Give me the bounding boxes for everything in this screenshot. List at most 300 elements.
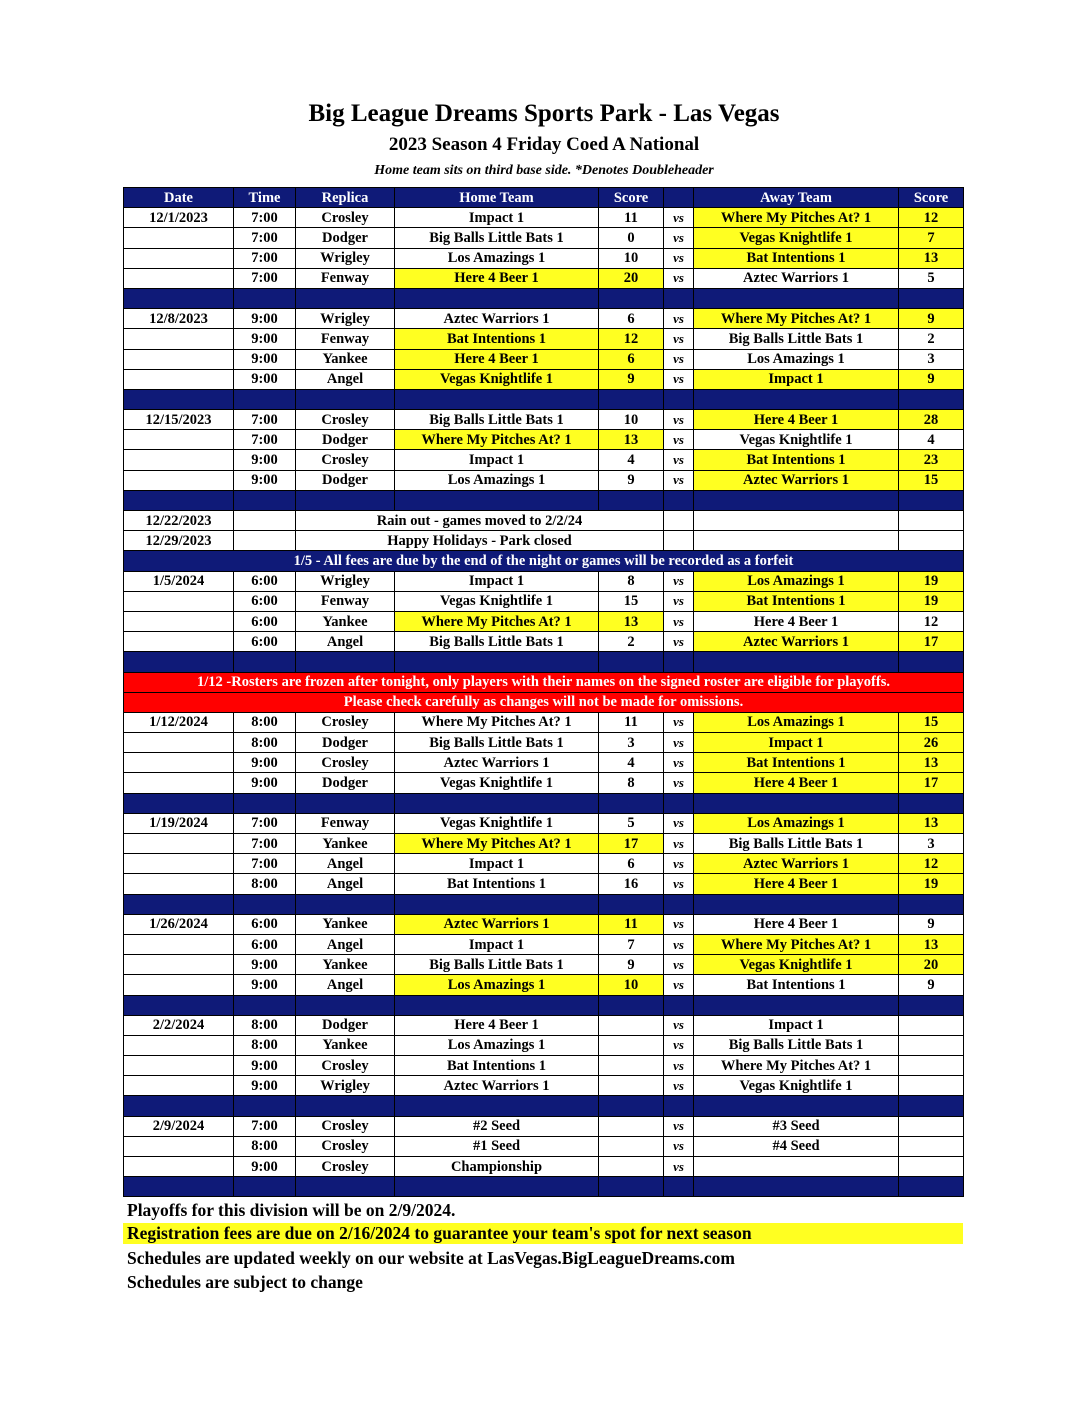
home-score: 9	[599, 955, 664, 975]
separator-cell	[899, 389, 964, 409]
website-note: Schedules are updated weekly on our website at LasVegas.BigLeagueDreams.com	[127, 1248, 735, 1268]
separator-cell	[395, 652, 599, 672]
game-time: 9:00	[234, 329, 296, 349]
home-score	[599, 1116, 664, 1136]
game-time: 7:00	[234, 208, 296, 228]
vs-label: vs	[664, 955, 694, 975]
away-team: Bat Intentions 1	[694, 450, 899, 470]
vs-label: vs	[664, 1056, 694, 1076]
game-replica: Dodger	[296, 470, 395, 490]
separator-cell	[694, 1177, 899, 1197]
game-time: 9:00	[234, 470, 296, 490]
vs-label: vs	[664, 773, 694, 793]
separator-cell	[296, 894, 395, 914]
separator-cell	[694, 490, 899, 510]
game-date	[124, 1035, 234, 1055]
game-replica: Crosley	[296, 1116, 395, 1136]
home-team: Impact 1	[395, 450, 599, 470]
separator-cell	[694, 652, 899, 672]
home-team: Aztec Warriors 1	[395, 1076, 599, 1096]
game-date: 2/2/2024	[124, 1015, 234, 1035]
away-score	[899, 1157, 964, 1177]
game-row	[124, 470, 964, 490]
game-row	[124, 1136, 964, 1156]
schedule-table	[123, 187, 964, 1197]
away-team: Bat Intentions 1	[694, 591, 899, 611]
away-team: Where My Pitches At? 1	[694, 934, 899, 954]
game-replica: Wrigley	[296, 1076, 395, 1096]
game-date	[124, 874, 234, 894]
game-row	[124, 934, 964, 954]
game-row	[124, 1056, 964, 1076]
game-row	[124, 712, 964, 732]
away-score: 17	[899, 632, 964, 652]
game-date: 12/8/2023	[124, 309, 234, 329]
game-row	[124, 914, 964, 934]
away-score: 19	[899, 874, 964, 894]
separator-cell	[664, 1177, 694, 1197]
game-date	[124, 611, 234, 631]
home-team: Impact 1	[395, 934, 599, 954]
game-time: 9:00	[234, 1076, 296, 1096]
header-home-team: Home Team	[395, 188, 599, 208]
home-score: 20	[599, 268, 664, 288]
separator-cell	[599, 793, 664, 813]
home-team: Vegas Knightlife 1	[395, 591, 599, 611]
separator-cell	[664, 288, 694, 308]
game-row	[124, 611, 964, 631]
vs-label: vs	[664, 1076, 694, 1096]
separator-cell	[664, 490, 694, 510]
home-team: Vegas Knightlife 1	[395, 773, 599, 793]
home-score: 6	[599, 349, 664, 369]
separator-cell	[124, 793, 234, 813]
game-replica: Yankee	[296, 349, 395, 369]
home-score: 16	[599, 874, 664, 894]
home-team: Aztec Warriors 1	[395, 753, 599, 773]
game-date: 1/19/2024	[124, 813, 234, 833]
game-time: 6:00	[234, 571, 296, 591]
game-replica: Crosley	[296, 208, 395, 228]
home-team: Impact 1	[395, 208, 599, 228]
away-score: 9	[899, 975, 964, 995]
game-time: 7:00	[234, 410, 296, 430]
game-time: 6:00	[234, 611, 296, 631]
game-row	[124, 834, 964, 854]
separator-cell	[296, 652, 395, 672]
game-replica: Wrigley	[296, 309, 395, 329]
separator-cell	[395, 995, 599, 1015]
separator-cell	[234, 490, 296, 510]
home-team: Big Balls Little Bats 1	[395, 632, 599, 652]
game-date	[124, 753, 234, 773]
home-score: 11	[599, 712, 664, 732]
game-time: 7:00	[234, 228, 296, 248]
vs-label: vs	[664, 1116, 694, 1136]
game-time: 9:00	[234, 975, 296, 995]
away-team: Here 4 Beer 1	[694, 410, 899, 430]
separator-cell	[395, 1096, 599, 1116]
vs-label: vs	[664, 208, 694, 228]
info-blank	[899, 531, 964, 551]
game-replica: Wrigley	[296, 571, 395, 591]
roster-warning-row	[124, 692, 964, 712]
home-team: Los Amazings 1	[395, 248, 599, 268]
game-date	[124, 470, 234, 490]
header-row	[124, 188, 964, 208]
home-team: Where My Pitches At? 1	[395, 430, 599, 450]
separator-cell	[694, 288, 899, 308]
away-score	[899, 1136, 964, 1156]
game-replica: Dodger	[296, 1015, 395, 1035]
away-score	[899, 1056, 964, 1076]
vs-label: vs	[664, 228, 694, 248]
game-date	[124, 773, 234, 793]
game-date	[124, 329, 234, 349]
header-away-score: Score	[899, 188, 964, 208]
away-team: Aztec Warriors 1	[694, 632, 899, 652]
home-score: 6	[599, 309, 664, 329]
separator-cell	[899, 793, 964, 813]
game-row	[124, 228, 964, 248]
home-score: 9	[599, 369, 664, 389]
game-time: 8:00	[234, 874, 296, 894]
game-date	[124, 591, 234, 611]
game-replica: Crosley	[296, 1056, 395, 1076]
separator-cell	[694, 1096, 899, 1116]
separator-cell	[694, 995, 899, 1015]
away-score: 12	[899, 208, 964, 228]
game-row	[124, 349, 964, 369]
separator-cell	[599, 490, 664, 510]
away-team: Aztec Warriors 1	[694, 268, 899, 288]
away-team: Here 4 Beer 1	[694, 914, 899, 934]
info-row	[124, 511, 964, 531]
away-team: Big Balls Little Bats 1	[694, 329, 899, 349]
separator-row	[124, 1096, 964, 1116]
game-date	[124, 1136, 234, 1156]
game-date	[124, 369, 234, 389]
separator-cell	[124, 995, 234, 1015]
game-date: 12/1/2023	[124, 208, 234, 228]
game-replica: Dodger	[296, 430, 395, 450]
game-row	[124, 874, 964, 894]
away-team: #3 Seed	[694, 1116, 899, 1136]
home-team: Where My Pitches At? 1	[395, 611, 599, 631]
home-score	[599, 1076, 664, 1096]
away-score: 13	[899, 753, 964, 773]
game-time: 7:00	[234, 248, 296, 268]
vs-label: vs	[664, 712, 694, 732]
separator-cell	[694, 894, 899, 914]
away-score: 13	[899, 813, 964, 833]
separator-cell	[395, 894, 599, 914]
info-blank	[234, 511, 296, 531]
game-row	[124, 955, 964, 975]
home-team: Big Balls Little Bats 1	[395, 955, 599, 975]
away-score: 23	[899, 450, 964, 470]
header-away-team: Away Team	[694, 188, 899, 208]
game-row	[124, 329, 964, 349]
info-text: Rain out - games moved to 2/2/24	[296, 511, 664, 531]
away-team: Impact 1	[694, 1015, 899, 1035]
game-row	[124, 632, 964, 652]
away-team: Los Amazings 1	[694, 712, 899, 732]
vs-label: vs	[664, 329, 694, 349]
game-time: 9:00	[234, 753, 296, 773]
info-blank	[664, 511, 694, 531]
game-date	[124, 450, 234, 470]
away-team: Aztec Warriors 1	[694, 470, 899, 490]
home-score: 4	[599, 753, 664, 773]
away-team: Vegas Knightlife 1	[694, 228, 899, 248]
game-date: 1/12/2024	[124, 712, 234, 732]
separator-cell	[234, 995, 296, 1015]
notice-text: 1/5 - All fees are due by the end of the night or games will be recorded as a forfeit	[124, 551, 964, 571]
vs-label: vs	[664, 349, 694, 369]
away-team: Here 4 Beer 1	[694, 874, 899, 894]
game-time: 7:00	[234, 1116, 296, 1136]
game-replica: Yankee	[296, 1035, 395, 1055]
home-score: 6	[599, 854, 664, 874]
separator-cell	[234, 1177, 296, 1197]
separator-cell	[664, 1096, 694, 1116]
away-team: Where My Pitches At? 1	[694, 208, 899, 228]
game-time: 8:00	[234, 712, 296, 732]
game-replica: Crosley	[296, 1157, 395, 1177]
playoffs-note: Playoffs for this division will be on 2/9/2024.	[127, 1200, 456, 1220]
game-date	[124, 1056, 234, 1076]
vs-label: vs	[664, 1157, 694, 1177]
away-team: Aztec Warriors 1	[694, 854, 899, 874]
game-date	[124, 248, 234, 268]
info-blank	[694, 531, 899, 551]
home-team: Vegas Knightlife 1	[395, 813, 599, 833]
game-replica: Yankee	[296, 955, 395, 975]
away-score: 13	[899, 934, 964, 954]
game-row	[124, 430, 964, 450]
game-row	[124, 1076, 964, 1096]
game-time: 7:00	[234, 834, 296, 854]
home-team: Los Amazings 1	[395, 470, 599, 490]
game-time: 9:00	[234, 955, 296, 975]
away-team: Bat Intentions 1	[694, 753, 899, 773]
away-score: 26	[899, 733, 964, 753]
away-team: Los Amazings 1	[694, 813, 899, 833]
game-time: 8:00	[234, 1015, 296, 1035]
roster-warning-row	[124, 672, 964, 692]
away-score: 15	[899, 470, 964, 490]
separator-cell	[395, 389, 599, 409]
home-score: 17	[599, 834, 664, 854]
info-blank	[664, 531, 694, 551]
separator-cell	[395, 1177, 599, 1197]
away-score: 17	[899, 773, 964, 793]
page-title: Big League Dreams Sports Park - Las Vegas	[308, 100, 780, 127]
game-replica: Wrigley	[296, 248, 395, 268]
away-score: 4	[899, 430, 964, 450]
game-row	[124, 1035, 964, 1055]
separator-cell	[899, 894, 964, 914]
game-time: 6:00	[234, 591, 296, 611]
game-replica: Yankee	[296, 834, 395, 854]
home-team: Aztec Warriors 1	[395, 914, 599, 934]
separator-row	[124, 793, 964, 813]
separator-cell	[899, 1096, 964, 1116]
vs-label: vs	[664, 834, 694, 854]
home-score	[599, 1157, 664, 1177]
separator-cell	[296, 995, 395, 1015]
separator-cell	[296, 793, 395, 813]
home-score: 10	[599, 975, 664, 995]
header-date: Date	[124, 188, 234, 208]
separator-cell	[234, 894, 296, 914]
vs-label: vs	[664, 450, 694, 470]
game-replica: Crosley	[296, 410, 395, 430]
separator-cell	[124, 652, 234, 672]
separator-cell	[599, 1096, 664, 1116]
separator-cell	[124, 288, 234, 308]
info-blank	[234, 531, 296, 551]
game-time: 7:00	[234, 813, 296, 833]
game-date: 12/15/2023	[124, 410, 234, 430]
away-score: 5	[899, 268, 964, 288]
home-team: #1 Seed	[395, 1136, 599, 1156]
separator-cell	[899, 288, 964, 308]
game-replica: Angel	[296, 632, 395, 652]
away-score: 15	[899, 712, 964, 732]
separator-cell	[694, 793, 899, 813]
vs-label: vs	[664, 1136, 694, 1156]
game-row	[124, 813, 964, 833]
game-replica: Crosley	[296, 753, 395, 773]
away-team: Los Amazings 1	[694, 571, 899, 591]
game-time: 7:00	[234, 430, 296, 450]
away-score	[899, 1035, 964, 1055]
game-row	[124, 591, 964, 611]
page-note: Home team sits on third base side. *Denotes Doubleheader	[374, 163, 714, 178]
game-row	[124, 1116, 964, 1136]
game-time: 9:00	[234, 1157, 296, 1177]
separator-cell	[234, 1096, 296, 1116]
separator-cell	[234, 389, 296, 409]
home-score: 13	[599, 611, 664, 631]
vs-label: vs	[664, 934, 694, 954]
separator-cell	[124, 1096, 234, 1116]
game-replica: Angel	[296, 975, 395, 995]
away-score: 12	[899, 854, 964, 874]
home-team: Where My Pitches At? 1	[395, 712, 599, 732]
game-replica: Angel	[296, 369, 395, 389]
game-date	[124, 268, 234, 288]
separator-cell	[234, 793, 296, 813]
away-score: 9	[899, 309, 964, 329]
game-row	[124, 571, 964, 591]
separator-cell	[395, 288, 599, 308]
separator-cell	[664, 652, 694, 672]
info-date: 12/29/2023	[124, 531, 234, 551]
away-score: 12	[899, 611, 964, 631]
away-score: 28	[899, 410, 964, 430]
header-replica: Replica	[296, 188, 395, 208]
game-replica: Yankee	[296, 611, 395, 631]
separator-cell	[599, 894, 664, 914]
game-date	[124, 632, 234, 652]
registration-note: Registration fees are due on 2/16/2024 to guarantee your team's spot for next season	[123, 1223, 963, 1244]
separator-cell	[599, 389, 664, 409]
info-text: Happy Holidays - Park closed	[296, 531, 664, 551]
home-score	[599, 1015, 664, 1035]
away-team: Vegas Knightlife 1	[694, 1076, 899, 1096]
separator-cell	[234, 288, 296, 308]
game-replica: Angel	[296, 874, 395, 894]
away-team: Here 4 Beer 1	[694, 773, 899, 793]
vs-label: vs	[664, 410, 694, 430]
separator-cell	[395, 490, 599, 510]
away-score: 19	[899, 571, 964, 591]
home-team: Los Amazings 1	[395, 1035, 599, 1055]
vs-label: vs	[664, 975, 694, 995]
away-score: 2	[899, 329, 964, 349]
vs-label: vs	[664, 369, 694, 389]
vs-label: vs	[664, 248, 694, 268]
game-row	[124, 369, 964, 389]
game-date	[124, 854, 234, 874]
separator-cell	[599, 995, 664, 1015]
home-score: 11	[599, 914, 664, 934]
game-row	[124, 854, 964, 874]
separator-cell	[664, 894, 694, 914]
vs-label: vs	[664, 611, 694, 631]
separator-cell	[599, 1177, 664, 1197]
vs-label: vs	[664, 813, 694, 833]
vs-label: vs	[664, 470, 694, 490]
home-score: 0	[599, 228, 664, 248]
game-date	[124, 934, 234, 954]
home-score: 2	[599, 632, 664, 652]
game-time: 8:00	[234, 733, 296, 753]
separator-cell	[124, 1177, 234, 1197]
vs-label: vs	[664, 632, 694, 652]
vs-label: vs	[664, 854, 694, 874]
home-score: 8	[599, 571, 664, 591]
separator-cell	[296, 1096, 395, 1116]
away-team: Big Balls Little Bats 1	[694, 834, 899, 854]
info-blank	[899, 511, 964, 531]
vs-label: vs	[664, 914, 694, 934]
separator-row	[124, 490, 964, 510]
game-row	[124, 1015, 964, 1035]
away-team: Bat Intentions 1	[694, 248, 899, 268]
vs-label: vs	[664, 1035, 694, 1055]
header-home-score: Score	[599, 188, 664, 208]
game-time: 9:00	[234, 773, 296, 793]
away-score: 9	[899, 914, 964, 934]
header-time: Time	[234, 188, 296, 208]
home-score	[599, 1136, 664, 1156]
game-date	[124, 430, 234, 450]
game-replica: Crosley	[296, 450, 395, 470]
info-row	[124, 531, 964, 551]
home-score	[599, 1056, 664, 1076]
roster-warning-text: 1/12 -Rosters are frozen after tonight, only players with their names on the signed roster are eligible for playoffs.	[124, 672, 964, 692]
vs-label: vs	[664, 733, 694, 753]
game-replica: Fenway	[296, 329, 395, 349]
game-row	[124, 753, 964, 773]
game-date	[124, 1076, 234, 1096]
game-replica: Dodger	[296, 773, 395, 793]
game-row	[124, 975, 964, 995]
